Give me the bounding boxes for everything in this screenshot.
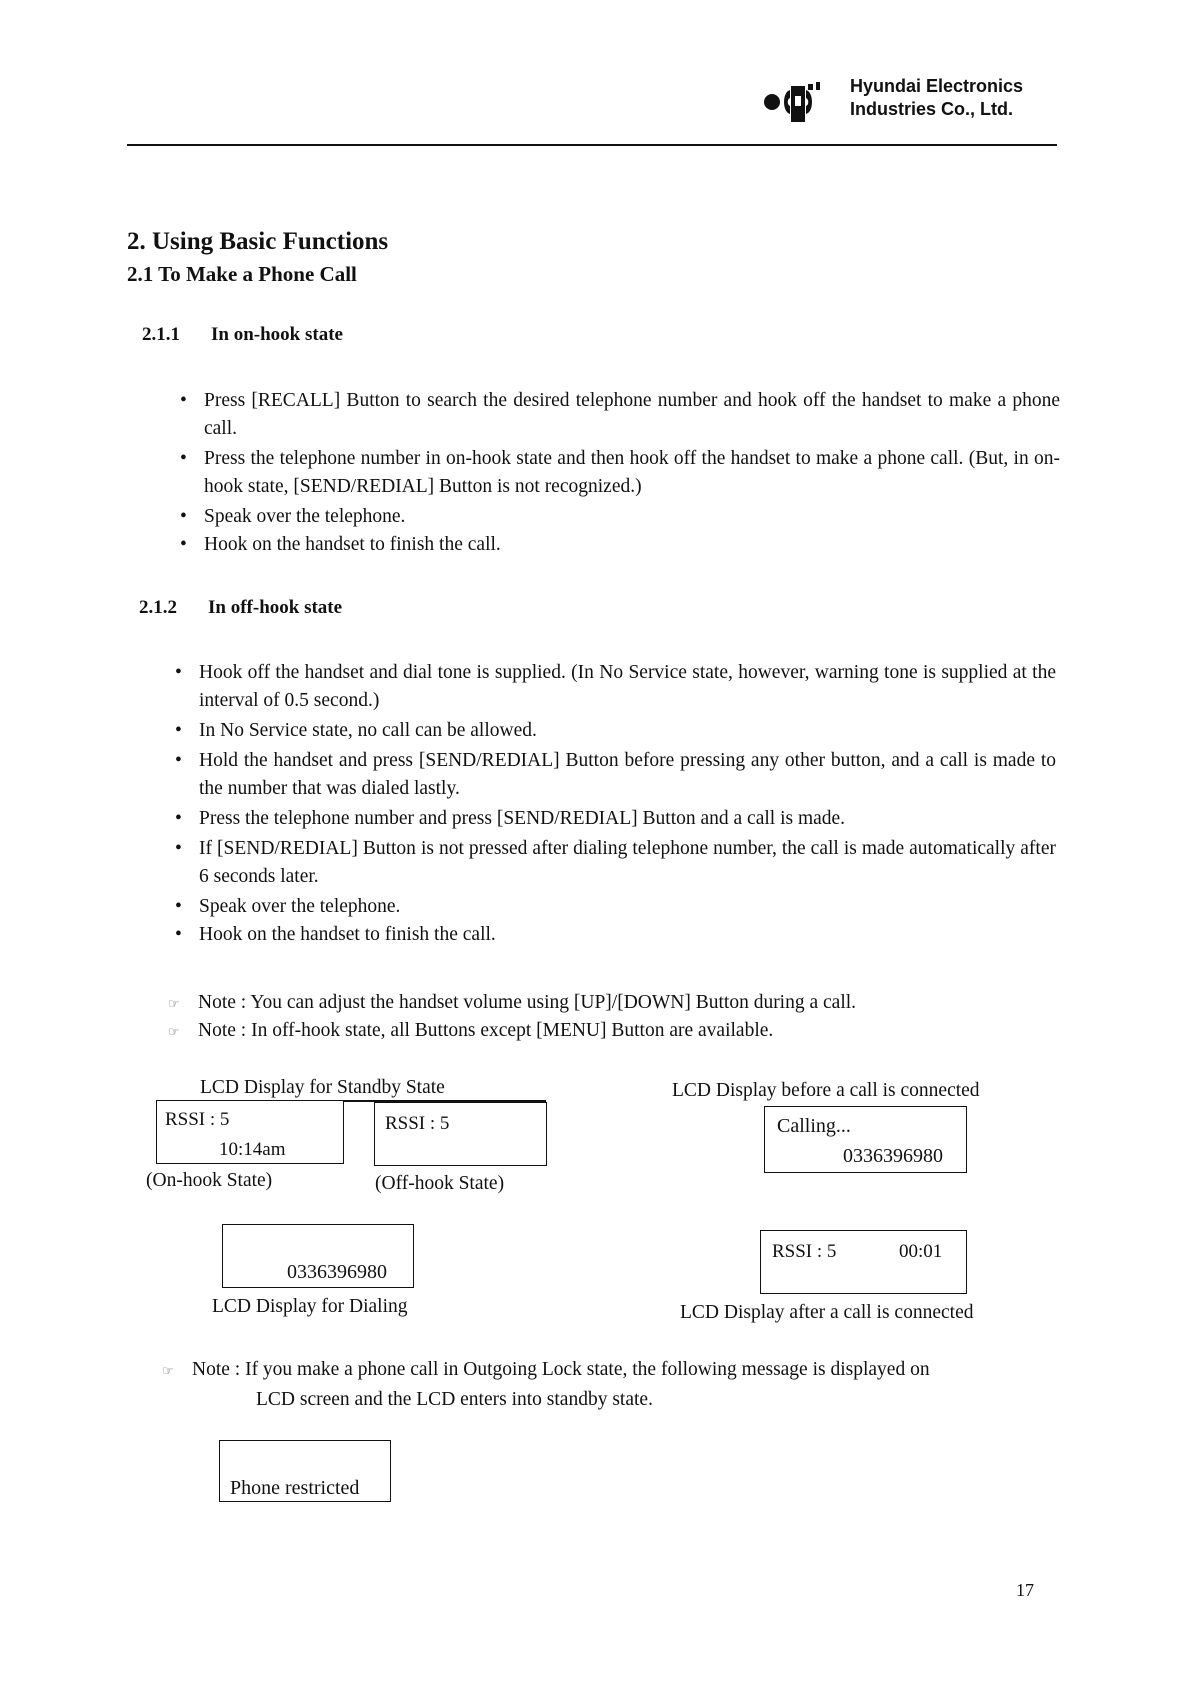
lcd-call-timer: 00:01 <box>899 1241 943 1262</box>
lcd-offhook-display <box>374 1102 547 1166</box>
company-logo <box>762 76 834 124</box>
lcd-onhook-display <box>156 1100 344 1164</box>
note-volume <box>168 989 856 1019</box>
lcd-rssi-text: RSSI : 5 <box>165 1109 230 1130</box>
subsection-heading-onhook: In on-hook state <box>211 324 343 345</box>
onhook-bullet-list <box>204 387 1060 559</box>
lcd-connected-caption: LCD Display after a call is connected <box>680 1302 974 1323</box>
lcd-connected-display <box>760 1230 967 1294</box>
pointing-hand-icon: ☞ <box>168 997 180 1012</box>
company-name-line2: Industries Co., Ltd. <box>850 99 1014 119</box>
lcd-rssi-text: RSSI : 5 <box>772 1241 837 1262</box>
list-item: • Press the telephone number and press [SEND/REDIAL] Button and a call is made. <box>199 805 1056 833</box>
list-item: • Hook off the handset and dial tone is supplied. (In No Service state, however, warning tone is supplied at the interval of 0.5 second.) <box>199 659 1056 715</box>
lcd-restricted-display <box>219 1440 391 1502</box>
lcd-dialing-caption: LCD Display for Dialing <box>212 1296 408 1317</box>
lcd-calling-display <box>764 1106 967 1173</box>
pointing-hand-icon: ☞ <box>162 1364 174 1379</box>
lcd-calling-text: Calling... <box>777 1115 851 1137</box>
list-item: • Speak over the telephone. <box>204 503 1060 531</box>
note-outgoing-lock <box>162 1356 930 1386</box>
header-rule <box>127 144 1057 146</box>
lcd-standby-title: LCD Display for Standby State <box>200 1077 445 1098</box>
list-item: • Hold the handset and press [SEND/REDIAL] Button before pressing any other button, and a call is made to the number that was dialed lastly. <box>199 747 1056 803</box>
list-item: • Press [RECALL] Button to search the desired telephone number and hook off the handset to make a phone call. <box>204 387 1060 443</box>
note-text: Note : You can adjust the handset volume using [UP]/[DOWN] Button during a call. <box>198 992 857 1013</box>
list-item: • Hook on the handset to finish the call. <box>199 921 1056 949</box>
lcd-calling-number: 0336396980 <box>843 1145 943 1167</box>
lcd-offhook-caption: (Off-hook State) <box>375 1173 505 1194</box>
lcd-onhook-caption: (On-hook State) <box>146 1170 273 1191</box>
lcd-before-title: LCD Display before a call is connected <box>672 1080 980 1101</box>
section-subtitle: 2.1 To Make a Phone Call <box>127 262 357 286</box>
subsection-number-offhook: 2.1.2 <box>139 597 177 618</box>
note-text: Note : If you make a phone call in Outgoing Lock state, the following message is displayed on <box>192 1359 930 1380</box>
company-name-line1: Hyundai Electronics <box>850 76 1024 96</box>
subsection-number-onhook: 2.1.1 <box>142 324 180 345</box>
lcd-dialing-display <box>222 1224 414 1288</box>
list-item: • Hook on the handset to finish the call. <box>204 531 1060 559</box>
lcd-rssi-text: RSSI : 5 <box>385 1113 450 1134</box>
lcd-dialing-number: 0336396980 <box>287 1261 387 1283</box>
list-item: • Speak over the telephone. <box>199 893 1056 921</box>
subsection-heading-offhook: In off-hook state <box>208 597 343 618</box>
lcd-restricted-message: Phone restricted <box>230 1477 360 1499</box>
note-buttons <box>168 1017 773 1047</box>
list-item: • In No Service state, no call can be allowed. <box>199 717 1056 745</box>
lcd-time-text: 10:14am <box>219 1139 286 1160</box>
note-text: Note : In off-hook state, all Buttons except [MENU] Button are available. <box>198 1020 774 1041</box>
list-item: • Press the telephone number in on-hook state and then hook off the handset to make a phone call. (But, in on-hook state, [SEND/REDIAL] Button is not recognized.) <box>204 445 1060 501</box>
note-outgoing-lock-line2: LCD screen and the LCD enters into standby state. <box>256 1389 653 1410</box>
pointing-hand-icon: ☞ <box>168 1025 180 1040</box>
page-number: 17 <box>1016 1580 1034 1600</box>
section-title: 2. Using Basic Functions <box>127 228 389 255</box>
offhook-bullet-list <box>199 659 1056 949</box>
hyundai-logo-icon <box>762 76 834 124</box>
list-item: • If [SEND/REDIAL] Button is not pressed after dialing telephone number, the call is made automatically after 6 seconds later. <box>199 835 1056 891</box>
